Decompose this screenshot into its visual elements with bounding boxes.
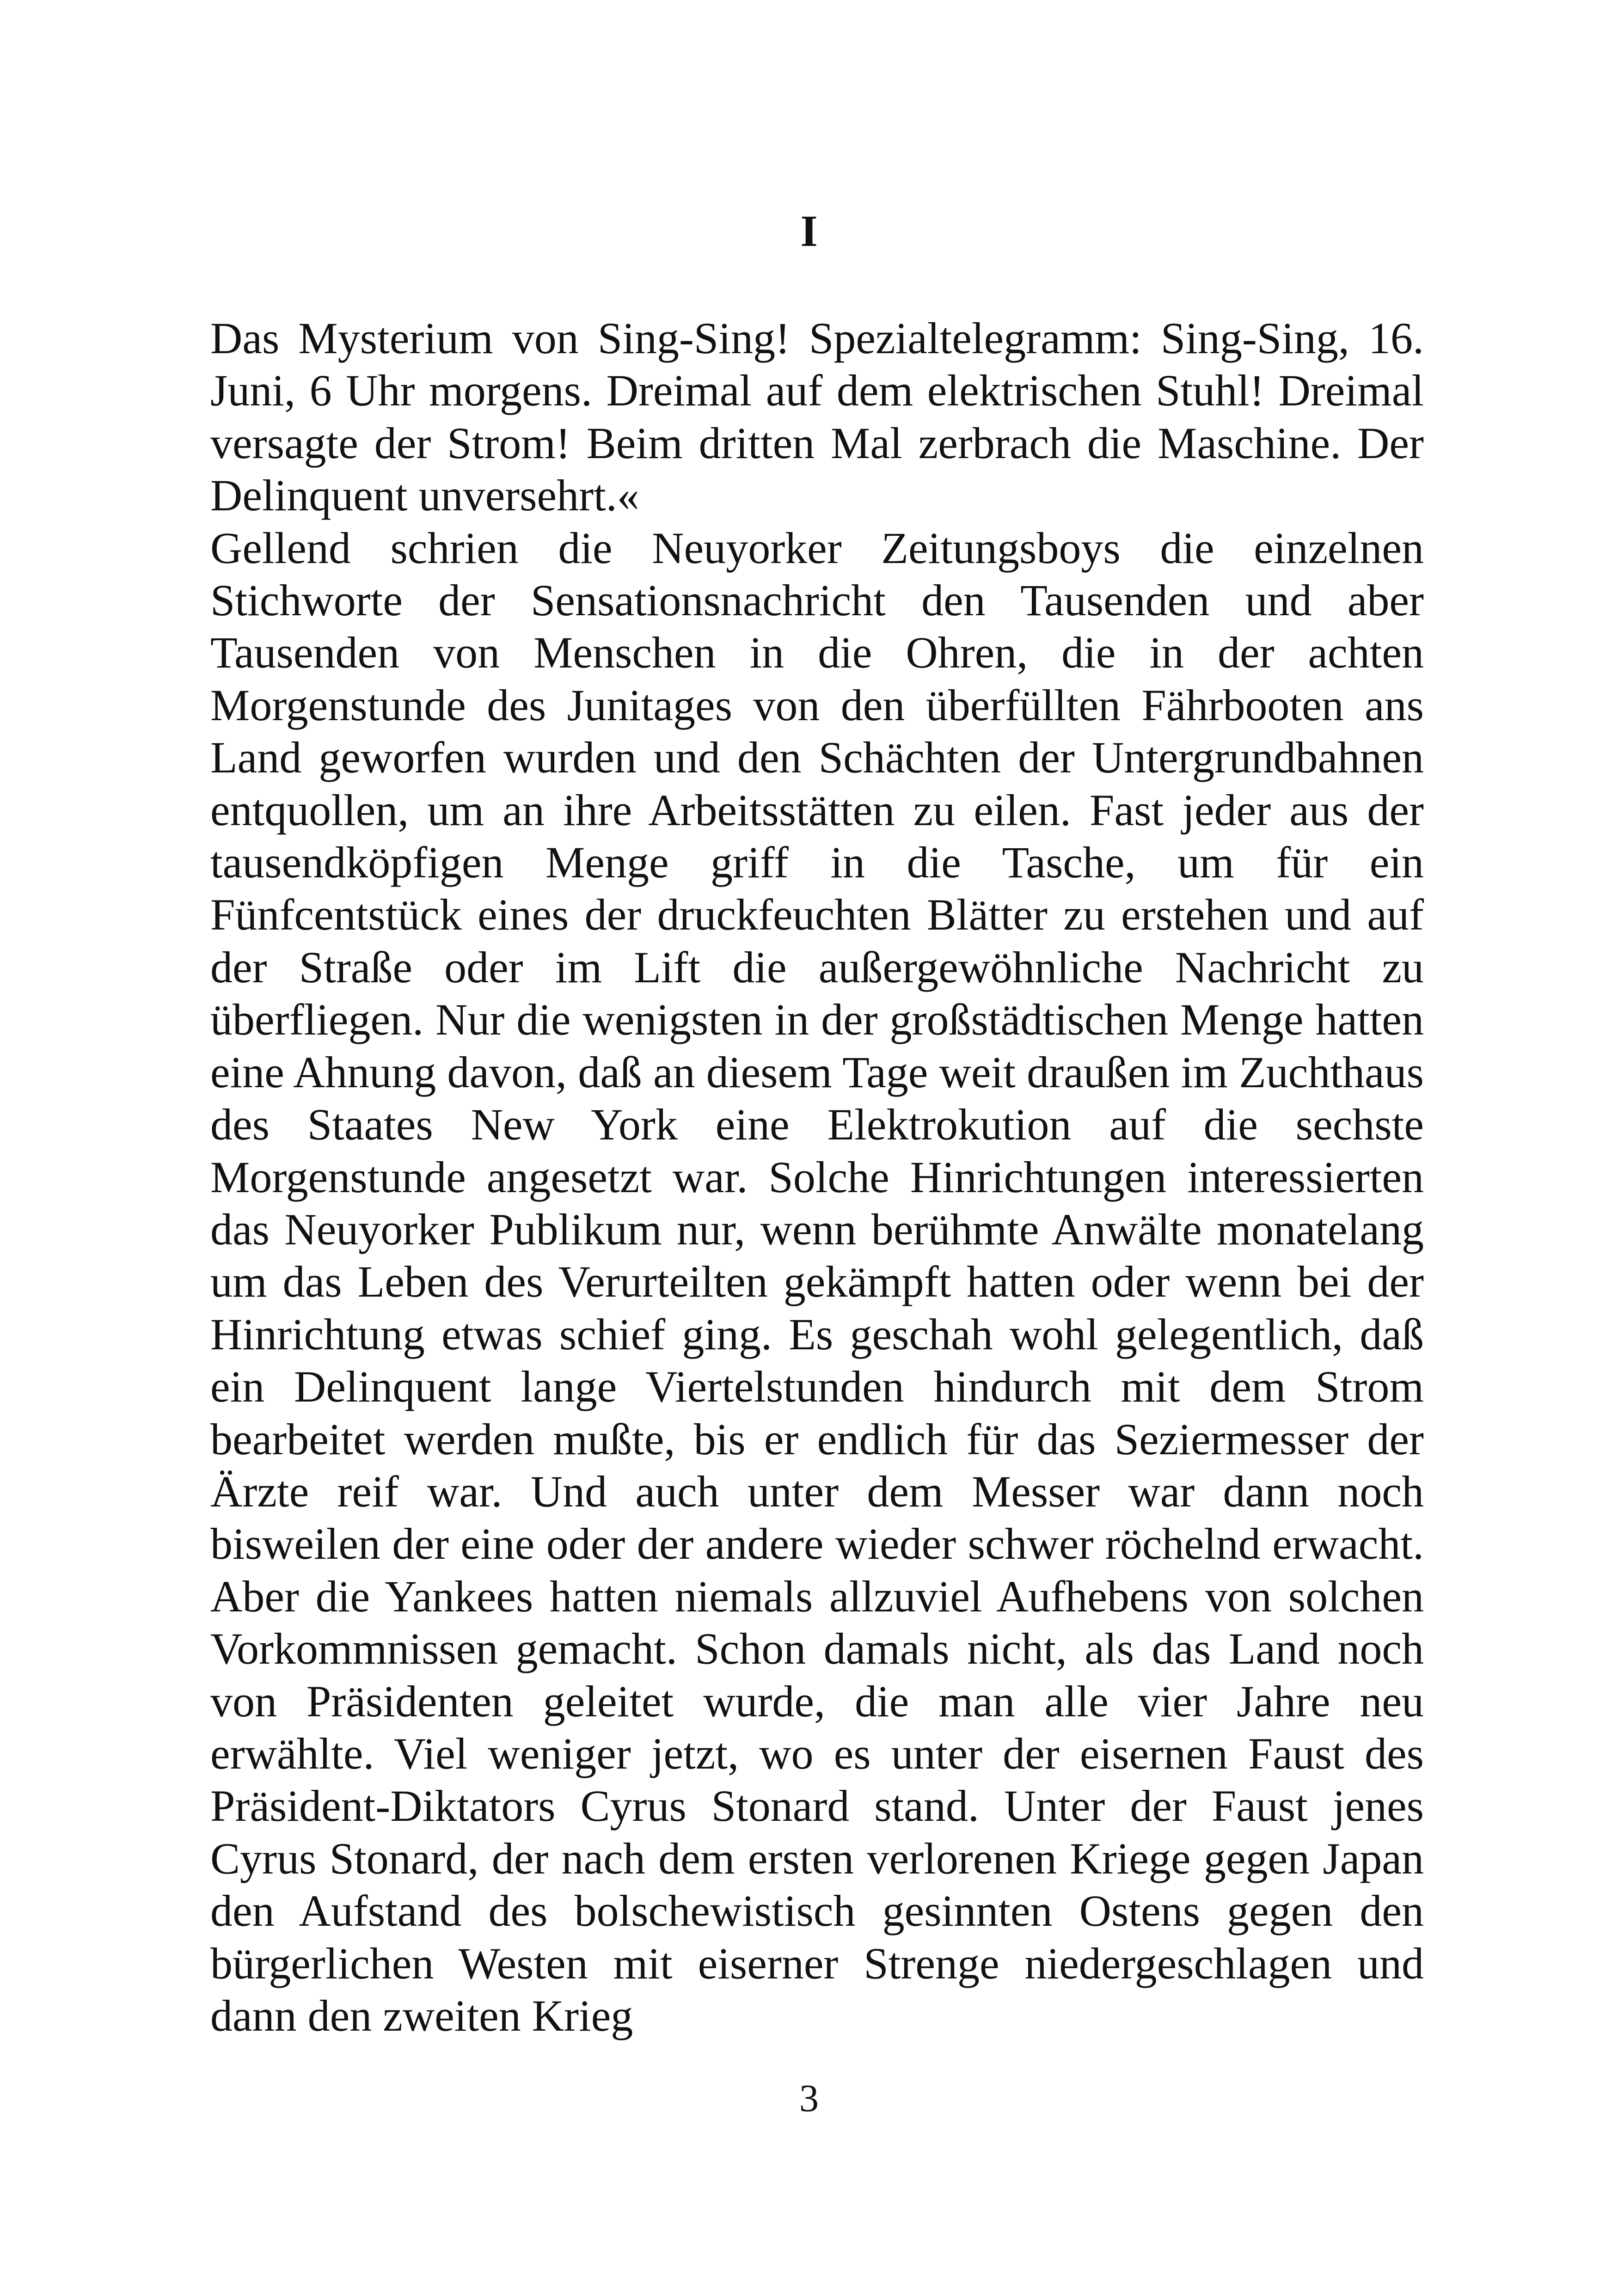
chapter-heading: I <box>800 206 818 256</box>
paragraph-main: Gellend schrien die Neuyorker Zeitungsboys die einzelnen Stichworte der Sensationsnachricht den Tausenden und aber Tausenden von Menschen in die Ohren, die in der achten Morgenstunde des Junitages von den überfüllten Fährbooten ans Land geworfen wurden und den Schächten der Untergrundbahnen entquollen, um an ihre Arbeitsstätten zu eilen. Fast jeder aus der tausendköpfigen Menge griff in die Tasche, um für ein Fünfcentstück eines der druckfeuchten Blätter zu erstehen und auf der Straße oder im Lift die außergewöhnliche Nachricht zu überfliegen. Nur die wenigsten in der großstädtischen Menge hatten eine Ahnung davon, daß an diesem Tage weit draußen im Zuchthaus des Staates New York eine Elektrokution auf die sechste Morgenstunde angesetzt war. Solche Hinrichtungen interessierten das Neuyorker Publikum nur, wenn berühmte Anwälte monatelang um das Leben des Verurteilten gekämpft hatten oder wenn bei der Hinrichtung etwas schief ging. Es geschah wohl gelegentlich, daß ein Delinquent lange Viertelstunden hindurch mit dem Strom bearbeitet werden mußte, bis er endlich für das Seziermesser der Ärzte reif war. Und auch unter dem Messer war dann noch bisweilen der eine oder der andere wieder schwer röchelnd erwacht. Aber die Yankees hatten niemals allzuviel Aufhebens von solchen Vorkommnissen gemacht. Schon damals nicht, als das Land noch von Präsidenten geleitet wurde, die man alle vier Jahre neu erwählte. Viel weniger jetzt, wo es unter der eisernen Faust des Präsident-Diktators Cyrus Stonard stand. Unter der Faust jenes Cyrus Stonard, der nach dem ersten verlorenen Kriege gegen Japan den Aufstand des bolschewistisch gesinnten Ostens gegen den bürgerlichen Westen mit eiserner Strenge niedergeschlagen und dann den zweiten Krieg <box>210 523 1424 2040</box>
body-text <box>210 312 1424 2042</box>
page-number: 3 <box>799 2077 819 2120</box>
paragraph-telegram: Das Mysterium von Sing-Sing! Spezialtelegramm: Sing-Sing, 16. Juni, 6 Uhr morgens. Dreimal auf dem elektrischen Stuhl! Dreimal versagte der Strom! Beim dritten Mal zerbrach die Maschine. Der Delinquent unversehrt.« <box>210 313 1424 520</box>
